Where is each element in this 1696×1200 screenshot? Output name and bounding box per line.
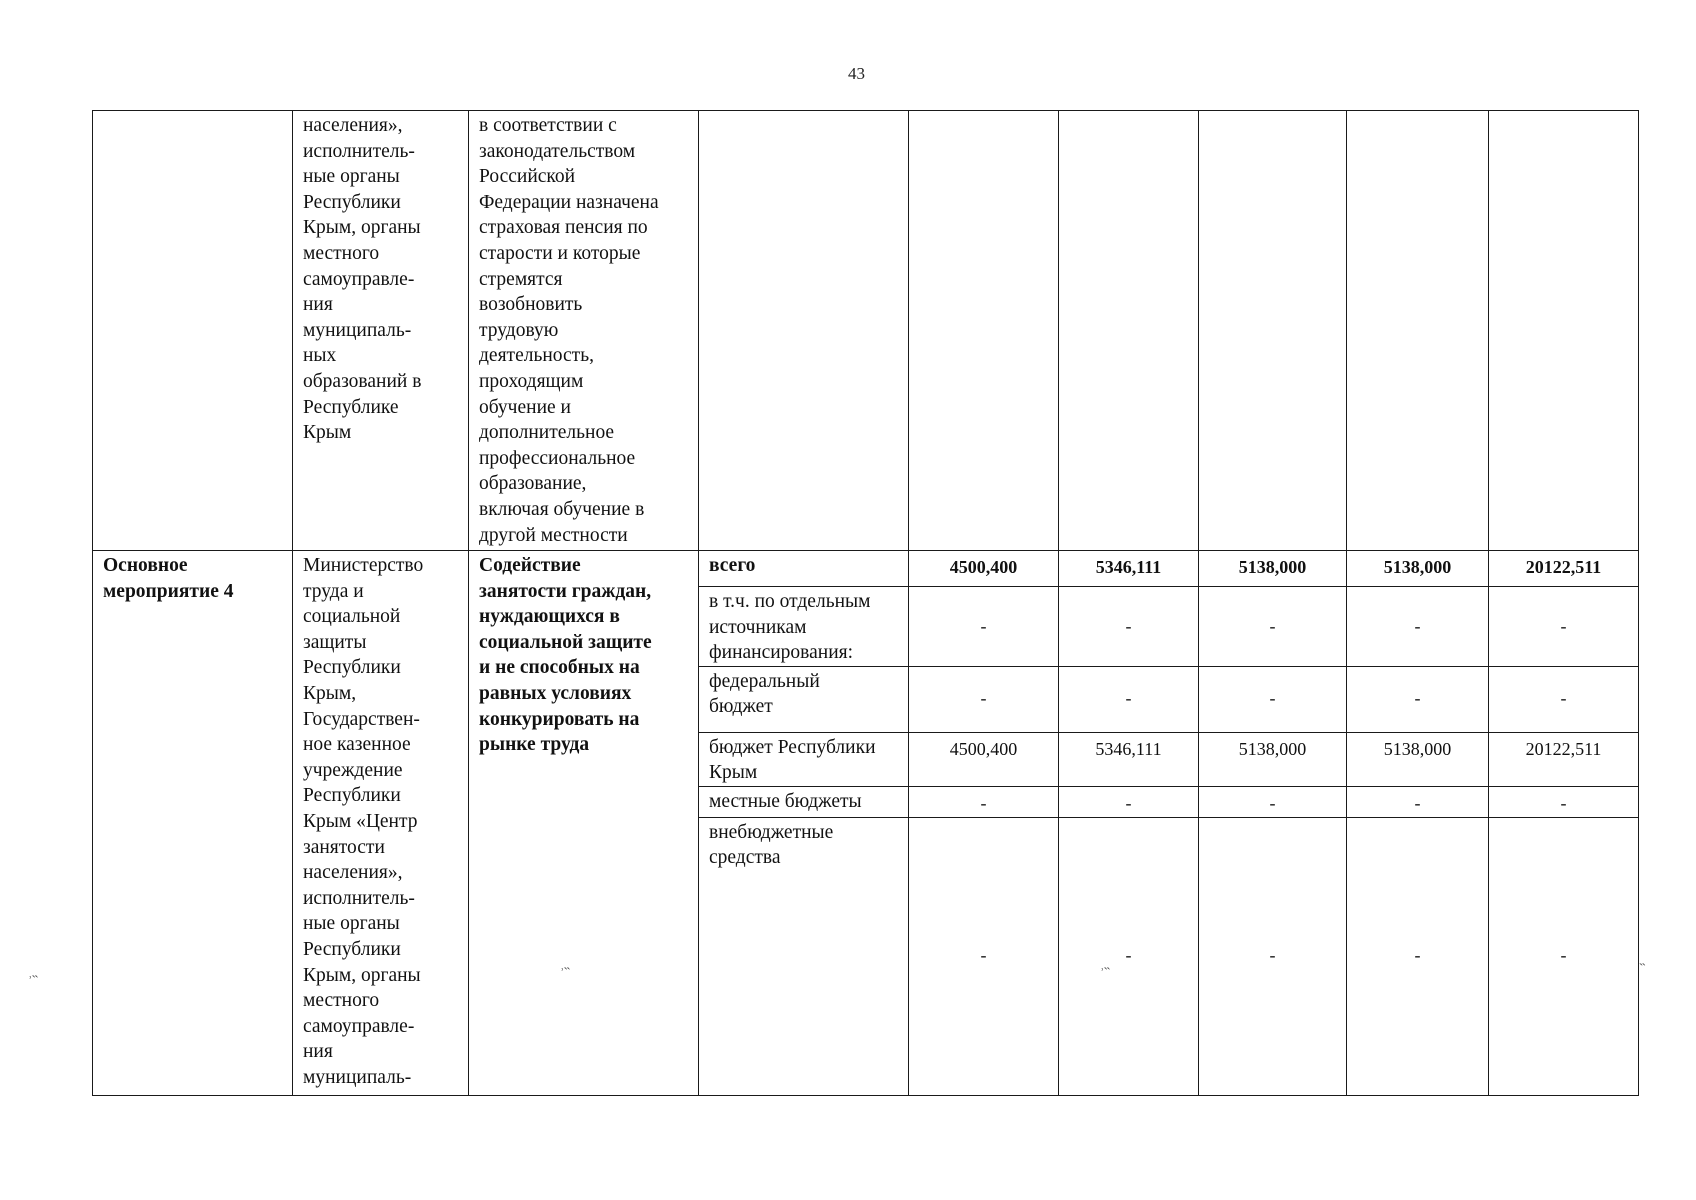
value-cell: 5138,000 xyxy=(1347,551,1489,587)
value-cell: - xyxy=(909,587,1059,667)
value-cell: 5138,000 xyxy=(1199,732,1347,786)
value-cell: - xyxy=(1347,817,1489,1095)
value-cell: 5138,000 xyxy=(1347,732,1489,786)
continued-value-cell xyxy=(1199,111,1347,551)
continued-value-cell xyxy=(1059,111,1199,551)
value-cell: - xyxy=(1059,786,1199,817)
value-cell: 20122,511 xyxy=(1489,551,1639,587)
activity-name: Основное мероприятие 4 xyxy=(93,551,293,1096)
value-cell: - xyxy=(1199,666,1347,732)
value-cell: - xyxy=(909,817,1059,1095)
value-cell: - xyxy=(1059,587,1199,667)
value-cell: - xyxy=(1489,666,1639,732)
value-cell: 4500,400 xyxy=(909,551,1059,587)
funding-source: бюджет Республики Крым xyxy=(699,732,909,786)
activity-title: Содействие занятости граждан, нуждающихся в социальной защите и не способных на равных условиях конкурировать на рынке труда xyxy=(469,551,699,1096)
continued-activity-cell xyxy=(93,111,293,551)
value-cell: - xyxy=(1489,817,1639,1095)
value-cell: - xyxy=(1489,587,1639,667)
value-cell: - xyxy=(1199,817,1347,1095)
scan-mark: ˒˵ xyxy=(1100,960,1110,975)
continued-value-cell xyxy=(909,111,1059,551)
value-cell: - xyxy=(1059,666,1199,732)
value-cell: 20122,511 xyxy=(1489,732,1639,786)
funding-source: в т.ч. по отдельным источникам финансирования: xyxy=(699,587,909,667)
funding-source: внебюджетные средства xyxy=(699,817,909,1095)
funding-source: федеральный бюджет xyxy=(699,666,909,732)
scan-mark: ˒˵ xyxy=(28,968,38,983)
activity-executor: Министерство труда и социальной защиты Республики Крым, Государствен- ное казенное учреждение Республики Крым «Центр занятости населения», исполнитель- ные органы Республики Крым, органы местного самоуправле- ния муниципаль- xyxy=(293,551,469,1096)
continued-description: в соответствии с законодательством Российской Федерации назначена страховая пенсия по старости и которые стремятся возобновить трудовую деятельность, проходящим обучение и дополнительное профессиональное образование, включая обучение в другой местности xyxy=(469,111,699,551)
scan-mark: ˒˵ xyxy=(560,960,570,975)
funding-source: всего xyxy=(699,551,909,587)
continued-row xyxy=(93,111,1639,551)
continued-value-cell xyxy=(1489,111,1639,551)
value-cell: - xyxy=(1199,786,1347,817)
continued-source-cell xyxy=(699,111,909,551)
value-cell: 5346,111 xyxy=(1059,732,1199,786)
value-cell: - xyxy=(1489,786,1639,817)
value-cell: 5346,111 xyxy=(1059,551,1199,587)
funding-source: местные бюджеты xyxy=(699,786,909,817)
funding-row-total xyxy=(93,551,1639,587)
value-cell: - xyxy=(1347,666,1489,732)
value-cell: - xyxy=(1347,786,1489,817)
continued-value-cell xyxy=(1347,111,1489,551)
page-number: 43 xyxy=(848,64,865,83)
value-cell: - xyxy=(909,786,1059,817)
value-cell: - xyxy=(1199,587,1347,667)
value-cell: 4500,400 xyxy=(909,732,1059,786)
scan-mark: ˵ xyxy=(1640,956,1645,971)
continued-executor: населения», исполнитель- ные органы Республики Крым, органы местного самоуправле- ния муниципаль- ных образований в Республике Крым xyxy=(293,111,469,551)
value-cell: - xyxy=(1347,587,1489,667)
value-cell: - xyxy=(909,666,1059,732)
value-cell: - xyxy=(1059,817,1199,1095)
value-cell: 5138,000 xyxy=(1199,551,1347,587)
funding-table xyxy=(92,110,1639,1096)
